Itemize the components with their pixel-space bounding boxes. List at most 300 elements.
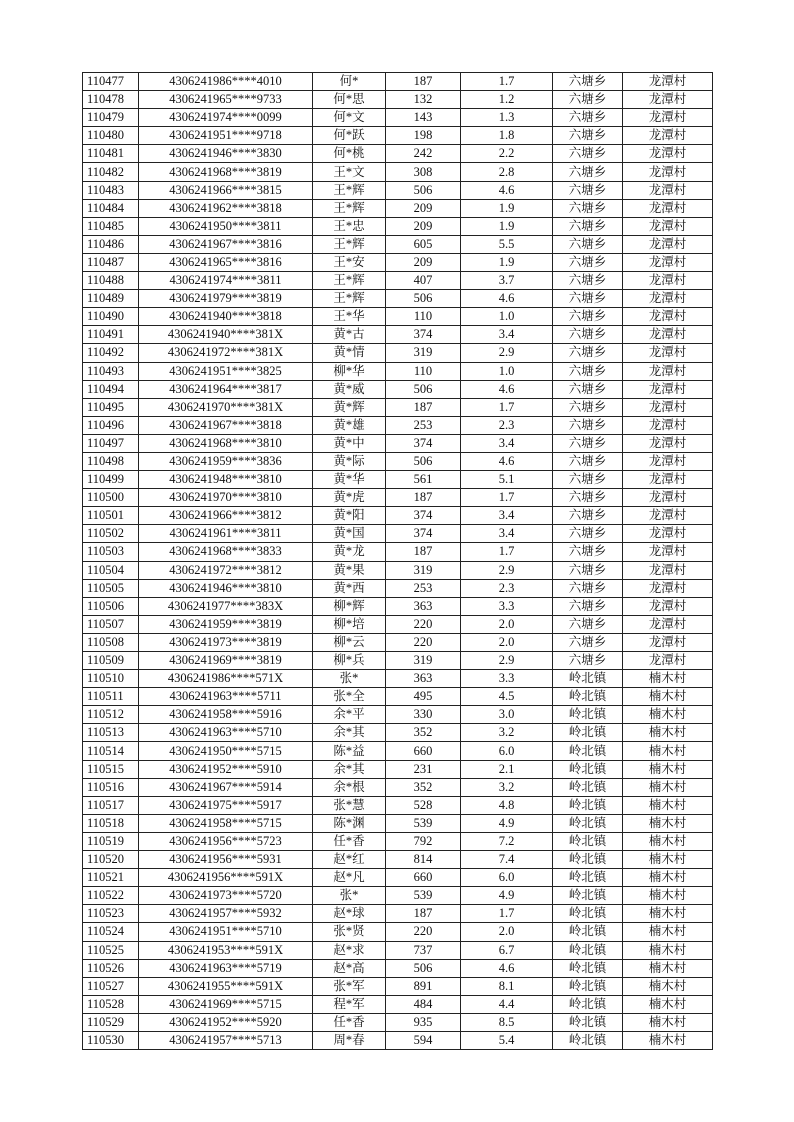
area-cell: 4.9 [461,887,553,905]
village-cell: 龙潭村 [623,579,713,597]
village-cell: 龙潭村 [623,471,713,489]
id-number-cell: 4306241972****381X [139,344,313,362]
village-cell: 龙潭村 [623,253,713,271]
amount-cell: 374 [386,326,461,344]
amount-cell: 209 [386,217,461,235]
village-cell: 楠木村 [623,851,713,869]
table-row [83,796,713,814]
name-cell: 黄*中 [313,434,386,452]
amount-cell: 660 [386,869,461,887]
village-cell: 龙潭村 [623,416,713,434]
township-cell: 六塘乡 [553,633,623,651]
township-cell: 六塘乡 [553,615,623,633]
village-cell: 楠木村 [623,670,713,688]
name-cell: 王*辉 [313,199,386,217]
township-cell: 岭北镇 [553,941,623,959]
record-number-cell: 110500 [83,489,139,507]
name-cell: 黄*辉 [313,398,386,416]
amount-cell: 506 [386,380,461,398]
name-cell: 黄*果 [313,561,386,579]
name-cell: 黄*情 [313,344,386,362]
record-number-cell: 110510 [83,670,139,688]
name-cell: 周*春 [313,1031,386,1049]
id-number-cell: 4306241940****3818 [139,308,313,326]
record-number-cell: 110519 [83,832,139,850]
amount-cell: 660 [386,742,461,760]
id-number-cell: 4306241963****5710 [139,724,313,742]
id-number-cell: 4306241953****591X [139,941,313,959]
record-number-cell: 110490 [83,308,139,326]
table-row [83,525,713,543]
village-cell: 龙潭村 [623,308,713,326]
id-number-cell: 4306241986****4010 [139,73,313,91]
record-number-cell: 110498 [83,452,139,470]
township-cell: 六塘乡 [553,290,623,308]
record-number-cell: 110506 [83,597,139,615]
id-number-cell: 4306241968****3819 [139,163,313,181]
village-cell: 楠木村 [623,814,713,832]
table-row [83,163,713,181]
record-number-cell: 110484 [83,199,139,217]
record-number-cell: 110485 [83,217,139,235]
id-number-cell: 4306241946****3810 [139,579,313,597]
table-row [83,199,713,217]
record-number-cell: 110488 [83,272,139,290]
table-row [83,561,713,579]
id-number-cell: 4306241951****3825 [139,362,313,380]
area-cell: 1.9 [461,199,553,217]
record-number-cell: 110479 [83,109,139,127]
village-cell: 龙潭村 [623,272,713,290]
id-number-cell: 4306241972****3812 [139,561,313,579]
id-number-cell: 4306241973****3819 [139,633,313,651]
village-cell: 楠木村 [623,706,713,724]
table-row [83,73,713,91]
record-number-cell: 110491 [83,326,139,344]
township-cell: 六塘乡 [553,91,623,109]
id-number-cell: 4306241959****3819 [139,615,313,633]
table-row [83,308,713,326]
township-cell: 岭北镇 [553,742,623,760]
amount-cell: 506 [386,290,461,308]
name-cell: 黄*虎 [313,489,386,507]
id-number-cell: 4306241957****5932 [139,905,313,923]
id-number-cell: 4306241975****5917 [139,796,313,814]
record-number-cell: 110527 [83,977,139,995]
subsidy-table [82,72,713,1050]
township-cell: 六塘乡 [553,181,623,199]
township-cell: 六塘乡 [553,398,623,416]
id-number-cell: 4306241946****3830 [139,145,313,163]
record-number-cell: 110487 [83,253,139,271]
area-cell: 1.7 [461,905,553,923]
area-cell: 2.9 [461,561,553,579]
amount-cell: 253 [386,579,461,597]
name-cell: 黄*阳 [313,507,386,525]
id-number-cell: 4306241948****3810 [139,471,313,489]
record-number-cell: 110516 [83,778,139,796]
id-number-cell: 4306241951****5710 [139,923,313,941]
table-row [83,217,713,235]
area-cell: 1.0 [461,362,553,380]
table-row [83,344,713,362]
amount-cell: 220 [386,923,461,941]
name-cell: 何*文 [313,109,386,127]
record-number-cell: 110508 [83,633,139,651]
name-cell: 程*军 [313,995,386,1013]
township-cell: 六塘乡 [553,561,623,579]
record-number-cell: 110496 [83,416,139,434]
name-cell: 任*香 [313,832,386,850]
township-cell: 六塘乡 [553,308,623,326]
record-number-cell: 110494 [83,380,139,398]
amount-cell: 484 [386,995,461,1013]
record-number-cell: 110503 [83,543,139,561]
record-number-cell: 110526 [83,959,139,977]
village-cell: 楠木村 [623,832,713,850]
record-number-cell: 110495 [83,398,139,416]
area-cell: 3.7 [461,272,553,290]
name-cell: 张* [313,670,386,688]
village-cell: 龙潭村 [623,489,713,507]
record-number-cell: 110529 [83,1013,139,1031]
township-cell: 六塘乡 [553,652,623,670]
area-cell: 2.0 [461,615,553,633]
record-number-cell: 110521 [83,869,139,887]
area-cell: 7.4 [461,851,553,869]
area-cell: 1.7 [461,73,553,91]
table-row [83,416,713,434]
area-cell: 3.3 [461,597,553,615]
name-cell: 张*军 [313,977,386,995]
village-cell: 楠木村 [623,887,713,905]
name-cell: 黄*古 [313,326,386,344]
area-cell: 8.5 [461,1013,553,1031]
area-cell: 3.4 [461,326,553,344]
table-row [83,489,713,507]
name-cell: 陈*渊 [313,814,386,832]
id-number-cell: 4306241974****0099 [139,109,313,127]
township-cell: 六塘乡 [553,489,623,507]
id-number-cell: 4306241969****3819 [139,652,313,670]
id-number-cell: 4306241950****5715 [139,742,313,760]
area-cell: 4.6 [461,959,553,977]
table-row [83,742,713,760]
name-cell: 柳*云 [313,633,386,651]
township-cell: 岭北镇 [553,995,623,1013]
id-number-cell: 4306241969****5715 [139,995,313,1013]
table-row [83,706,713,724]
name-cell: 何* [313,73,386,91]
township-cell: 岭北镇 [553,1013,623,1031]
table-row [83,995,713,1013]
township-cell: 六塘乡 [553,597,623,615]
record-number-cell: 110486 [83,235,139,253]
name-cell: 王*辉 [313,272,386,290]
name-cell: 王*华 [313,308,386,326]
township-cell: 岭北镇 [553,778,623,796]
area-cell: 3.3 [461,670,553,688]
area-cell: 3.4 [461,434,553,452]
table-row [83,380,713,398]
area-cell: 1.2 [461,91,553,109]
township-cell: 六塘乡 [553,109,623,127]
id-number-cell: 4306241965****9733 [139,91,313,109]
amount-cell: 935 [386,1013,461,1031]
amount-cell: 110 [386,308,461,326]
amount-cell: 374 [386,507,461,525]
area-cell: 3.0 [461,706,553,724]
amount-cell: 737 [386,941,461,959]
record-number-cell: 110515 [83,760,139,778]
id-number-cell: 4306241940****381X [139,326,313,344]
area-cell: 1.0 [461,308,553,326]
area-cell: 6.7 [461,941,553,959]
village-cell: 楠木村 [623,959,713,977]
record-number-cell: 110523 [83,905,139,923]
id-number-cell: 4306241967****5914 [139,778,313,796]
area-cell: 4.6 [461,181,553,199]
amount-cell: 209 [386,199,461,217]
area-cell: 4.9 [461,814,553,832]
amount-cell: 253 [386,416,461,434]
area-cell: 2.0 [461,923,553,941]
id-number-cell: 4306241956****5723 [139,832,313,850]
village-cell: 楠木村 [623,923,713,941]
village-cell: 龙潭村 [623,525,713,543]
area-cell: 1.7 [461,398,553,416]
amount-cell: 407 [386,272,461,290]
name-cell: 赵*求 [313,941,386,959]
village-cell: 龙潭村 [623,597,713,615]
amount-cell: 220 [386,633,461,651]
id-number-cell: 4306241973****5720 [139,887,313,905]
record-number-cell: 110505 [83,579,139,597]
village-cell: 龙潭村 [623,362,713,380]
village-cell: 龙潭村 [623,398,713,416]
id-number-cell: 4306241970****381X [139,398,313,416]
amount-cell: 187 [386,489,461,507]
area-cell: 2.8 [461,163,553,181]
name-cell: 黄*威 [313,380,386,398]
name-cell: 黄*际 [313,452,386,470]
table-row [83,1013,713,1031]
village-cell: 楠木村 [623,796,713,814]
township-cell: 岭北镇 [553,832,623,850]
id-number-cell: 4306241952****5910 [139,760,313,778]
area-cell: 5.4 [461,1031,553,1049]
amount-cell: 319 [386,652,461,670]
amount-cell: 506 [386,959,461,977]
village-cell: 楠木村 [623,941,713,959]
name-cell: 任*香 [313,1013,386,1031]
name-cell: 黄*雄 [313,416,386,434]
record-number-cell: 110517 [83,796,139,814]
village-cell: 楠木村 [623,905,713,923]
amount-cell: 143 [386,109,461,127]
table-body [83,73,713,1050]
record-number-cell: 110497 [83,434,139,452]
amount-cell: 363 [386,670,461,688]
id-number-cell: 4306241958****5715 [139,814,313,832]
amount-cell: 352 [386,724,461,742]
table-row [83,887,713,905]
township-cell: 岭北镇 [553,796,623,814]
id-number-cell: 4306241977****383X [139,597,313,615]
id-number-cell: 4306241956****5931 [139,851,313,869]
id-number-cell: 4306241955****591X [139,977,313,995]
name-cell: 赵*球 [313,905,386,923]
table-row [83,452,713,470]
table-row [83,434,713,452]
area-cell: 3.2 [461,724,553,742]
amount-cell: 187 [386,543,461,561]
area-cell: 4.6 [461,452,553,470]
id-number-cell: 4306241967****3816 [139,235,313,253]
area-cell: 2.2 [461,145,553,163]
name-cell: 余*根 [313,778,386,796]
table-row [83,959,713,977]
area-cell: 1.8 [461,127,553,145]
record-number-cell: 110478 [83,91,139,109]
name-cell: 余*其 [313,760,386,778]
amount-cell: 132 [386,91,461,109]
area-cell: 4.6 [461,290,553,308]
table-row [83,543,713,561]
name-cell: 王*辉 [313,235,386,253]
area-cell: 4.8 [461,796,553,814]
township-cell: 六塘乡 [553,507,623,525]
name-cell: 黄*龙 [313,543,386,561]
id-number-cell: 4306241967****3818 [139,416,313,434]
record-number-cell: 110501 [83,507,139,525]
id-number-cell: 4306241979****3819 [139,290,313,308]
township-cell: 六塘乡 [553,579,623,597]
record-number-cell: 110492 [83,344,139,362]
amount-cell: 209 [386,253,461,271]
township-cell: 六塘乡 [553,362,623,380]
township-cell: 岭北镇 [553,923,623,941]
amount-cell: 495 [386,688,461,706]
area-cell: 4.4 [461,995,553,1013]
township-cell: 岭北镇 [553,706,623,724]
village-cell: 楠木村 [623,742,713,760]
township-cell: 岭北镇 [553,688,623,706]
area-cell: 1.7 [461,489,553,507]
amount-cell: 374 [386,434,461,452]
village-cell: 楠木村 [623,1031,713,1049]
amount-cell: 528 [386,796,461,814]
township-cell: 岭北镇 [553,905,623,923]
table-row [83,91,713,109]
amount-cell: 539 [386,887,461,905]
id-number-cell: 4306241964****3817 [139,380,313,398]
township-cell: 六塘乡 [553,217,623,235]
table-row [83,977,713,995]
record-number-cell: 110489 [83,290,139,308]
table-row [83,253,713,271]
record-number-cell: 110481 [83,145,139,163]
area-cell: 2.9 [461,652,553,670]
amount-cell: 242 [386,145,461,163]
id-number-cell: 4306241951****9718 [139,127,313,145]
id-number-cell: 4306241970****3810 [139,489,313,507]
township-cell: 岭北镇 [553,760,623,778]
village-cell: 龙潭村 [623,217,713,235]
record-number-cell: 110525 [83,941,139,959]
table-row [83,272,713,290]
id-number-cell: 4306241950****3811 [139,217,313,235]
id-number-cell: 4306241959****3836 [139,452,313,470]
township-cell: 六塘乡 [553,199,623,217]
area-cell: 2.3 [461,416,553,434]
area-cell: 8.1 [461,977,553,995]
amount-cell: 220 [386,615,461,633]
village-cell: 龙潭村 [623,73,713,91]
id-number-cell: 4306241963****5711 [139,688,313,706]
record-number-cell: 110514 [83,742,139,760]
area-cell: 2.9 [461,344,553,362]
area-cell: 2.3 [461,579,553,597]
township-cell: 岭北镇 [553,977,623,995]
township-cell: 岭北镇 [553,1031,623,1049]
table-row [83,597,713,615]
township-cell: 六塘乡 [553,272,623,290]
id-number-cell: 4306241958****5916 [139,706,313,724]
amount-cell: 539 [386,814,461,832]
name-cell: 王*文 [313,163,386,181]
village-cell: 龙潭村 [623,543,713,561]
record-number-cell: 110512 [83,706,139,724]
table-row [83,905,713,923]
area-cell: 5.1 [461,471,553,489]
id-number-cell: 4306241957****5713 [139,1031,313,1049]
township-cell: 岭北镇 [553,869,623,887]
township-cell: 六塘乡 [553,434,623,452]
id-number-cell: 4306241965****3816 [139,253,313,271]
table-row [83,398,713,416]
township-cell: 六塘乡 [553,163,623,181]
amount-cell: 792 [386,832,461,850]
village-cell: 龙潭村 [623,507,713,525]
name-cell: 赵*凡 [313,869,386,887]
area-cell: 2.0 [461,633,553,651]
area-cell: 1.9 [461,217,553,235]
record-number-cell: 110509 [83,652,139,670]
village-cell: 楠木村 [623,1013,713,1031]
area-cell: 1.3 [461,109,553,127]
table-row [83,652,713,670]
township-cell: 岭北镇 [553,670,623,688]
amount-cell: 506 [386,452,461,470]
amount-cell: 506 [386,181,461,199]
township-cell: 六塘乡 [553,416,623,434]
name-cell: 王*安 [313,253,386,271]
id-number-cell: 4306241966****3812 [139,507,313,525]
amount-cell: 594 [386,1031,461,1049]
village-cell: 楠木村 [623,760,713,778]
name-cell: 王*辉 [313,290,386,308]
table-row [83,923,713,941]
id-number-cell: 4306241968****3810 [139,434,313,452]
table-row [83,326,713,344]
name-cell: 柳*培 [313,615,386,633]
amount-cell: 198 [386,127,461,145]
township-cell: 六塘乡 [553,73,623,91]
amount-cell: 319 [386,344,461,362]
record-number-cell: 110524 [83,923,139,941]
record-number-cell: 110477 [83,73,139,91]
